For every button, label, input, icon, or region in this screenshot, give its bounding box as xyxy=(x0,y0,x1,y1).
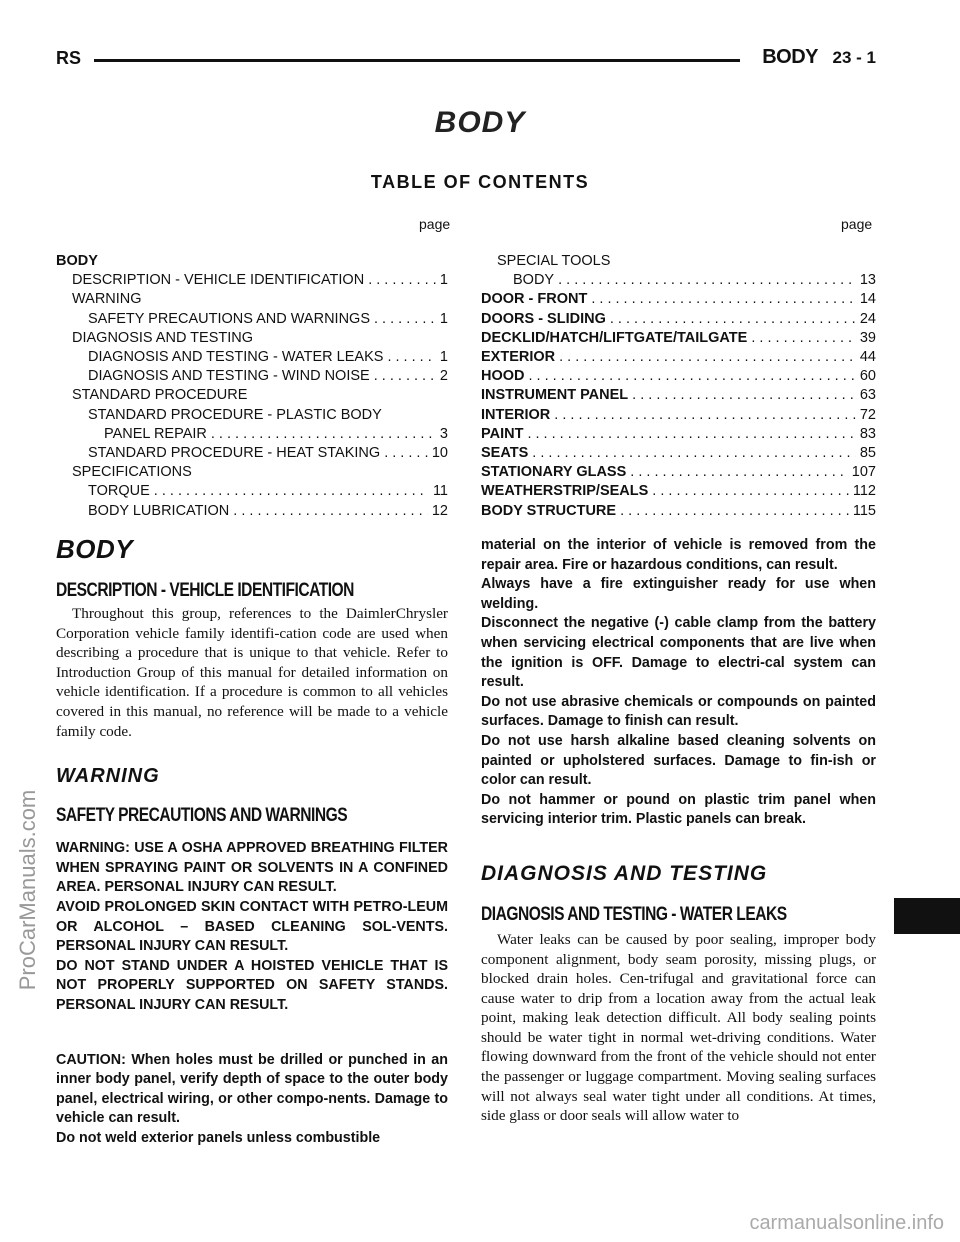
caution-continued-6: Do not hammer or pound on plastic trim panel when servicing interior trim. Plastic panels can break. xyxy=(481,791,876,828)
toc-entry-label: PANEL REPAIR xyxy=(104,425,207,442)
heading-water-leaks: DIAGNOSIS AND TESTING - WATER LEAKS xyxy=(481,903,787,925)
toc-title: TABLE OF CONTENTS xyxy=(370,172,590,192)
toc-entry-page: 115 xyxy=(852,502,876,519)
toc-leader-dots xyxy=(211,425,436,444)
toc-entry-label: STANDARD PROCEDURE - PLASTIC BODY xyxy=(88,406,382,423)
toc-entry xyxy=(56,406,448,425)
toc-entry xyxy=(56,348,448,367)
toc-leader-dots xyxy=(233,502,428,521)
toc-entry-page: 63 xyxy=(859,387,876,404)
header-rule xyxy=(94,59,740,62)
toc-entry-page: 107 xyxy=(851,464,876,481)
toc-page-label-right: page xyxy=(841,216,873,232)
toc-left-column xyxy=(56,252,448,521)
toc-entry xyxy=(56,502,448,521)
toc-entry-page: 14 xyxy=(859,291,876,308)
toc-entry xyxy=(481,386,876,405)
toc-entry xyxy=(481,329,876,348)
toc-entry-label: SEATS xyxy=(481,445,529,462)
toc-entry-label: STANDARD PROCEDURE xyxy=(72,387,248,404)
toc-entry-page: 11 xyxy=(432,483,448,500)
footer-watermark: carmanualsonline.info xyxy=(749,1212,944,1234)
toc-entry xyxy=(56,290,448,309)
toc-entry xyxy=(56,367,448,386)
toc-entry xyxy=(481,348,876,367)
toc-entry xyxy=(481,482,876,501)
toc-leader-dots xyxy=(384,444,428,463)
toc-leader-dots xyxy=(751,329,856,348)
toc-leader-dots xyxy=(529,367,856,386)
toc-leader-dots xyxy=(374,310,436,329)
caution-continued-4: Do not use abrasive chemicals or compounds on painted surfaces. Damage to finish can result. xyxy=(481,693,876,730)
toc-entry-page: 10 xyxy=(431,445,448,462)
toc-entry xyxy=(56,252,448,271)
toc-entry-page: 39 xyxy=(859,329,876,346)
toc-entry xyxy=(481,252,876,271)
caution-continued-1: material on the interior of vehicle is removed from the repair area. Fire or hazardous conditions, can result. xyxy=(481,537,876,573)
toc-entry-page: 3 xyxy=(439,425,448,442)
toc-entry xyxy=(56,463,448,482)
header-section: BODY xyxy=(762,46,818,68)
toc-entry xyxy=(481,406,876,425)
toc-entry-page: 60 xyxy=(859,368,876,385)
toc-entry xyxy=(481,425,876,444)
heading-diagnosis-and-testing: DIAGNOSIS AND TESTING xyxy=(481,861,768,885)
toc-entry-label: PAINT xyxy=(481,425,524,442)
toc-entry-page: 1 xyxy=(439,272,448,289)
toc-entry xyxy=(481,367,876,386)
water-leaks-paragraph: Water leaks can be caused by poor sealing, improper body component alignment, body seam porosity, missing plugs, or blocked drain holes. Cen-trifugal and gravitational force can cause water to drip from a location away from the actual leak point, making leak detection difficult. All body sealing points should be water tight in normal wet-driving conditions. Water flowing downward from the front of the vehicle should not enter the passenger or luggage compartment. Moving sealing surfaces will not always seal water tight under all conditions. At times, side glass or door seals will allow water to xyxy=(481,930,876,1125)
caution-continued-5: Do not use harsh alkaline based cleaning solvents on painted or upholstered surfaces. Damage to fin-ish or color can result. xyxy=(481,732,876,789)
toc-leader-dots xyxy=(620,502,849,521)
toc-entry xyxy=(56,271,448,290)
toc-entry-label: DOORS - SLIDING xyxy=(481,310,606,327)
toc-entry-page: 44 xyxy=(859,349,876,366)
toc-entry xyxy=(481,290,876,309)
toc-entry-label: DIAGNOSIS AND TESTING - WATER LEAKS xyxy=(88,349,384,366)
toc-right-column xyxy=(481,252,876,521)
warning-paragraph-2: AVOID PROLONGED SKIN CONTACT WITH PETRO-LEUM OR ALCOHOL – BASED CLEANING SOL-VENTS. PERSONAL INJURY CAN RESULT. xyxy=(56,898,448,955)
toc-entry-label: TORQUE xyxy=(88,483,150,500)
toc-leader-dots xyxy=(632,386,856,405)
toc-entry-label: SPECIFICATIONS xyxy=(72,464,192,481)
toc-entry xyxy=(56,482,448,501)
toc-entry-label: SPECIAL TOOLS xyxy=(497,253,611,269)
toc-entry xyxy=(481,444,876,463)
toc-leader-dots xyxy=(527,425,855,444)
toc-entry-page: 72 xyxy=(859,406,876,423)
toc-entry-label: HOOD xyxy=(481,368,525,385)
toc-entry xyxy=(481,502,876,521)
header-model-code: RS xyxy=(56,48,82,68)
toc-entry-label: STANDARD PROCEDURE - HEAT STAKING xyxy=(88,445,381,462)
toc-entry-label: WEATHERSTRIP/SEALS xyxy=(481,483,649,500)
toc-entry-label: INSTRUMENT PANEL xyxy=(481,387,629,404)
toc-entry-label: DIAGNOSIS AND TESTING - WIND NOISE xyxy=(88,368,370,385)
toc-entry-label: SAFETY PRECAUTIONS AND WARNINGS xyxy=(88,310,370,327)
toc-entry xyxy=(56,386,448,405)
toc-leader-dots xyxy=(591,290,856,309)
toc-entry-label: WARNING xyxy=(72,291,142,308)
toc-entry-label: DIAGNOSIS AND TESTING xyxy=(72,329,254,346)
toc-entry xyxy=(481,271,876,290)
toc-leader-dots xyxy=(559,348,856,367)
toc-leader-dots xyxy=(368,271,436,290)
toc-entry-label: STATIONARY GLASS xyxy=(481,464,627,481)
toc-entry xyxy=(56,329,448,348)
toc-entry-page: 1 xyxy=(439,310,448,327)
header-page-number: 23 - 1 xyxy=(832,48,876,67)
toc-leader-dots xyxy=(610,310,856,329)
toc-entry-label: BODY LUBRICATION xyxy=(88,502,230,519)
left-text-column xyxy=(56,534,448,1148)
toc-leader-dots xyxy=(554,406,856,425)
toc-entry-page: 24 xyxy=(859,310,876,327)
toc-page-label-left: page xyxy=(419,216,451,232)
heading-warning: WARNING xyxy=(56,765,160,788)
toc-entry-page: 1 xyxy=(439,349,448,366)
toc-leader-dots xyxy=(630,463,848,482)
toc-entry-page: 112 xyxy=(852,483,876,500)
page-title: BODY xyxy=(434,106,526,139)
caution-continued-2: Always have a fire extinguisher ready for use when welding. xyxy=(481,576,876,612)
heading-description-vehicle-identification: DESCRIPTION - VEHICLE IDENTIFICATION xyxy=(56,580,354,601)
toc-entry xyxy=(56,310,448,329)
toc-entry-page: 13 xyxy=(859,272,876,289)
warning-paragraph-1: WARNING: USE A OSHA APPROVED BREATHING FILTER WHEN SPRAYING PAINT OR SOLVENTS IN A CONFINED AREA. PERSONAL INJURY CAN RESULT. xyxy=(56,840,448,896)
toc-leader-dots xyxy=(374,367,436,386)
toc-entry xyxy=(481,463,876,482)
toc-entry-label: EXTERIOR xyxy=(481,349,556,366)
page-header xyxy=(56,44,876,72)
toc-leader-dots xyxy=(558,271,856,290)
toc-entry xyxy=(481,310,876,329)
toc-leader-dots xyxy=(387,348,435,367)
toc-leader-dots xyxy=(154,482,429,501)
toc-entry-page: 12 xyxy=(431,502,448,519)
toc-leader-dots xyxy=(652,482,849,501)
side-watermark: ProCarManuals.com xyxy=(15,789,40,991)
toc-entry-page: 2 xyxy=(439,368,448,385)
caution-paragraph-2: Do not weld exterior panels unless combustible xyxy=(56,1129,381,1146)
description-paragraph: Throughout this group, references to the DaimlerChrysler Corporation vehicle family identifi-cation code are used when describing a procedure that is unique to that vehicle. Refer to Introduction Group of this manual for detailed information on vehicle identification. If a procedure is common to all vehicles covered in this manual, no reference will be made to a vehicle family code. xyxy=(56,605,448,740)
toc-entry xyxy=(56,425,448,444)
toc-entry-label: INTERIOR xyxy=(481,406,551,423)
toc-entry-label: DOOR - FRONT xyxy=(481,291,588,308)
section-tab-marker xyxy=(894,898,960,934)
caution-continued-3: Disconnect the negative (-) cable clamp from the battery when servicing electrical components that are live when the ignition is OFF. Damage to electri-cal system can result. xyxy=(481,615,876,691)
toc-entry-page: 85 xyxy=(859,445,876,462)
toc-entry-label: DECKLID/HATCH/LIFTGATE/TAILGATE xyxy=(481,329,748,346)
warning-paragraph-3: DO NOT STAND UNDER A HOISTED VEHICLE THAT IS NOT PROPERLY SUPPORTED ON SAFETY STANDS. PERSONAL INJURY CAN RESULT. xyxy=(56,957,448,1013)
toc-entry xyxy=(56,444,448,463)
toc-entry-label: DESCRIPTION - VEHICLE IDENTIFICATION xyxy=(72,272,365,289)
caution-paragraph: CAUTION: When holes must be drilled or punched in an inner body panel, verify depth of space to the outer body panel, electrical wiring, or other compo-nents. Damage to vehicle can result. xyxy=(56,1051,448,1127)
toc-leader-dots xyxy=(532,444,856,463)
toc-entry-page: 83 xyxy=(859,425,876,442)
right-text-column xyxy=(481,536,876,1126)
toc-entry-label: BODY xyxy=(513,272,555,289)
toc-entry-label: BODY STRUCTURE xyxy=(481,502,617,519)
toc-entry-label: BODY xyxy=(56,253,98,269)
section-heading-body: BODY xyxy=(56,534,134,564)
heading-safety-precautions: SAFETY PRECAUTIONS AND WARNINGS xyxy=(56,805,348,827)
